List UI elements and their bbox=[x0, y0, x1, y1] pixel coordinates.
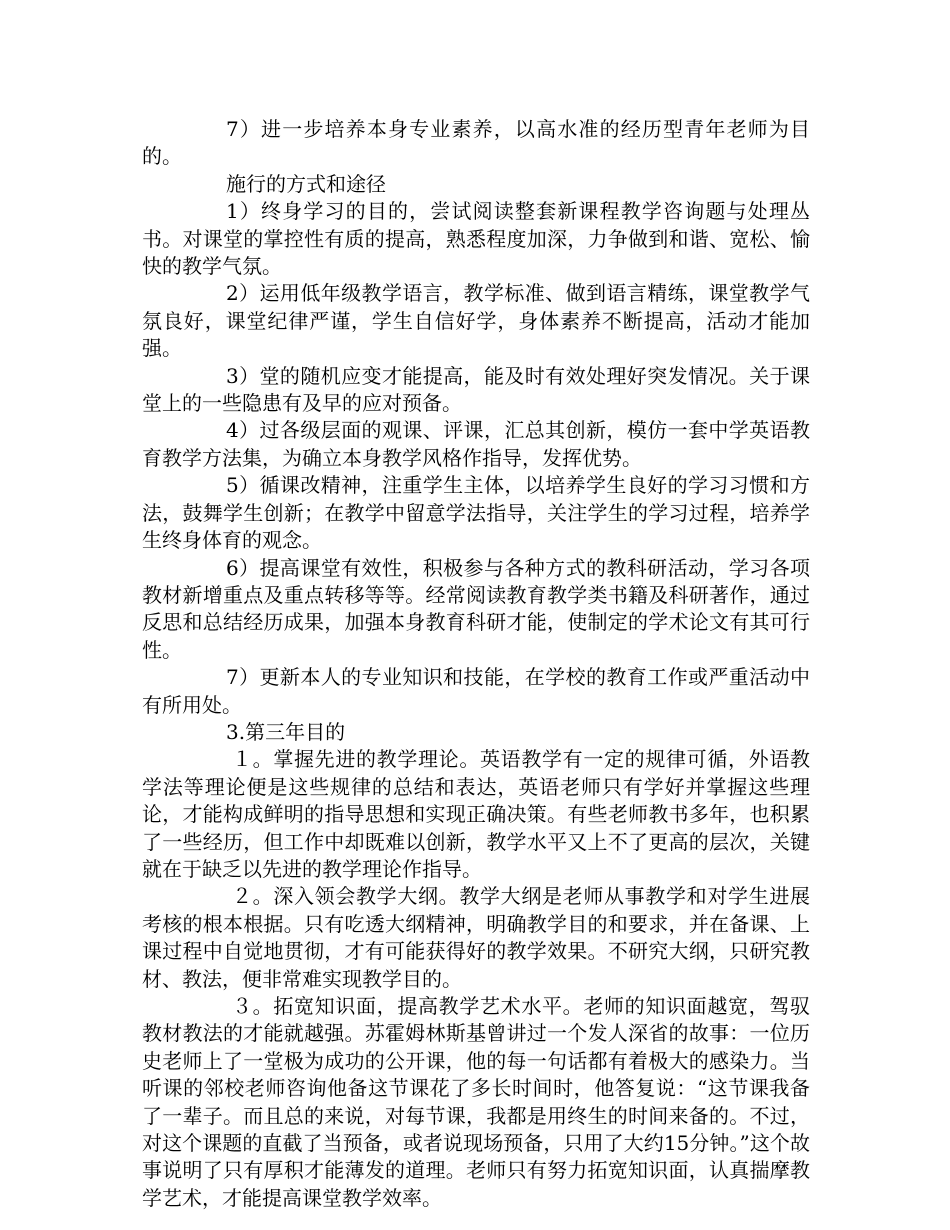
paragraph-method-1: 1）终身学习的目的，尝试阅读整套新课程教学咨询题与处理丛书。对课堂的掌控性有质的提高，熟悉程度加深，力争做到和谐、宽松、愉快的教学气氛。 bbox=[142, 199, 810, 279]
paragraph-goal-7: 7）进一步培养本身专业素养，以高水准的经历型青年老师为目的。 bbox=[142, 117, 810, 169]
paragraph-method-7: 7）更新本人的专业知识和技能，在学校的教育工作或严重活动中有所用处。 bbox=[142, 665, 810, 717]
paragraph-method-4: 4）过各级层面的观课、评课，汇总其创新，模仿一套中学英语教育教学方法集，为确立本身教学风格作指导，发挥优势。 bbox=[142, 418, 810, 470]
document-body bbox=[142, 116, 810, 1212]
paragraph-method-3: 3）堂的随机应变才能提高，能及时有效处理好突发情况。关于课堂上的一些隐患有及早的应对预备。 bbox=[142, 363, 810, 416]
paragraph-third-year-1: １。掌握先进的教学理论。英语教学有一定的规律可循，外语教学法等理论便是这些规律的总结和表达，英语老师只有学好并掌握这些理论，才能构成鲜明的指导思想和实现正确决策。有些老师教书多年，也积累了一些经历，但工作中却既难以创新，教学水平又上不了更高的层次，关键就在于缺乏以先进的教学理论作指导。 bbox=[142, 747, 810, 881]
section-heading-methods: 施行的方式和途径 bbox=[226, 171, 386, 196]
paragraph-method-6: 6）提高课堂有效性，积极参与各种方式的教科研活动，学习各项教材新增重点及重点转移等等。经常阅读教育教学类书籍及科研著作，通过反思和总结经历成果，加强本身教育科研才能，使制定的学术论文有其可行性。 bbox=[142, 555, 810, 662]
paragraph-method-2: 2）运用低年级教学语言，教学标准、做到语言精练，课堂教学气氛良好，课堂纪律严谨，学生自信好学，身体素养不断提高，活动才能加强。 bbox=[142, 281, 810, 361]
paragraph-method-5: 5）循课改精神，注重学生主体，以培养学生良好的学习习惯和方法，鼓舞学生创新；在教学中留意学法指导，关注学生的学习过程，培养学生终身体育的观念。 bbox=[142, 473, 810, 553]
paragraph-third-year-3: ３。拓宽知识面，提高教学艺术水平。老师的知识面越宽，驾驭教材教法的才能就越强。苏霍姆林斯基曾讲过一个发人深省的故事：一位历史老师上了一堂极为成功的公开课，他的每一句话都有着极大的感染力。当听课的邻校老师咨询他备这节课花了多长时间时，他答复说：“这节课我备了一辈子。而且总的来说，对每节课，我都是用终生的时间来备的。不过，对这个课题的直截了当预备，或者说现场预备，只用了大约15分钟。”这个故事说明了只有厚积才能薄发的道理。老师只有努力拓宽知识面，认真揣摩教学艺术，才能提高课堂教学效率。 bbox=[142, 994, 810, 1210]
paragraph-third-year-2: ２。深入领会教学大纲。教学大纲是老师从事教学和对学生进展考核的根本根据。只有吃透大纲精神，明确教学目的和要求，并在备课、上课过程中自觉地贯彻，才有可能获得好的教学效果。不研究大纲，只研究教材、教法，便非常难实现教学目的。 bbox=[142, 884, 810, 991]
section-heading-third-year: 3.第三年目的 bbox=[226, 719, 346, 744]
